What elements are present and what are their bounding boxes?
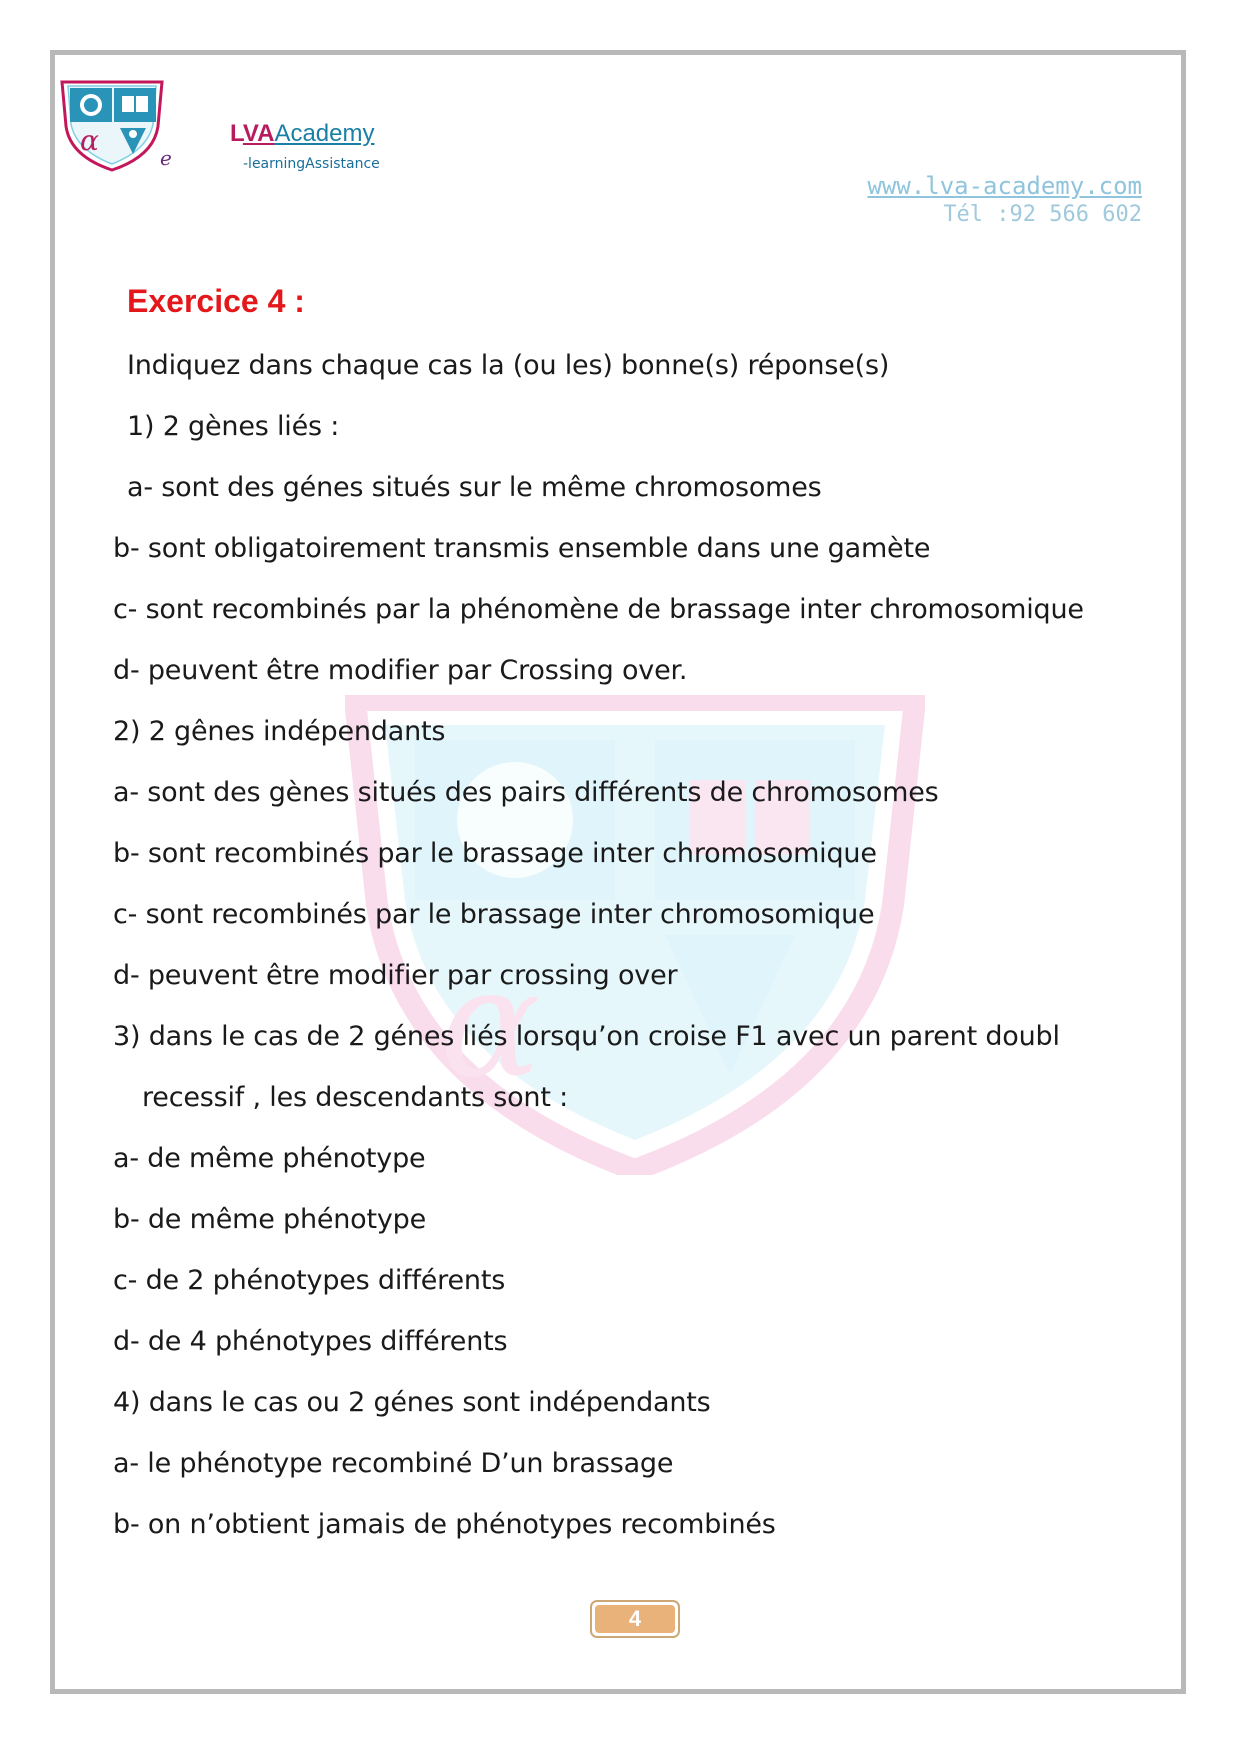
contact-block (867, 172, 1142, 227)
q1-option-a: a- sont des génes situés sur le même chromosomes (127, 472, 822, 503)
q2-option-a: a- sont des gènes situés des pairs différents de chromosomes (113, 777, 939, 808)
brand-part-l: L (230, 120, 243, 147)
question-2: 2) 2 gênes indépendants (113, 716, 446, 747)
q4-option-b: b- on n’obtient jamais de phénotypes recombinés (113, 1509, 776, 1540)
q1-option-c: c- sont recombinés par la phénomène de brassage inter chromosomique (113, 594, 1084, 625)
brand-part-academy: Academy (274, 120, 375, 147)
question-1: 1) 2 gènes liés : (127, 411, 340, 442)
exercise-title: Exercice 4 : (127, 283, 305, 319)
svg-text:α: α (440, 937, 542, 1111)
q3-option-a: a- de même phénotype (113, 1143, 426, 1174)
page-number-badge (590, 1600, 680, 1638)
svg-text:α: α (80, 124, 99, 157)
q3-option-b: b- de même phénotype (113, 1204, 427, 1235)
q4-option-a: a- le phénotype recombiné D’un brassage (113, 1448, 674, 1479)
question-3: 3) dans le cas de 2 génes liés lorsqu’on croise F1 avec un parent doubl (113, 1021, 1060, 1052)
logo-e-letter: e (160, 146, 172, 170)
instruction-text: Indiquez dans chaque cas la (ou les) bonne(s) réponse(s) (127, 350, 890, 381)
q2-option-d: d- peuvent être modifier par crossing over (113, 960, 678, 991)
q1-option-d: d- peuvent être modifier par Crossing over. (113, 655, 688, 686)
phone-number: Tél :92 566 602 (943, 202, 1142, 227)
brand-name (230, 120, 375, 148)
question-3-continued: recessif , les descendants sont : (142, 1082, 569, 1113)
page-number: 4 (595, 1605, 675, 1633)
brand-part-va: VA (242, 120, 275, 147)
q2-option-c: c- sont recombinés par le brassage inter chromosomique (113, 899, 875, 930)
q1-option-b: b- sont obligatoirement transmis ensemble dans une gamète (113, 533, 931, 564)
website-link[interactable]: www.lva-academy.com (867, 172, 1142, 200)
lva-academy-logo (58, 80, 166, 172)
q3-option-d: d- de 4 phénotypes différents (113, 1326, 508, 1357)
q2-option-b: b- sont recombinés par le brassage inter chromosomique (113, 838, 877, 869)
question-4: 4) dans le cas ou 2 génes sont indépendants (113, 1387, 711, 1418)
brand-tagline: -learningAssistance (243, 156, 380, 172)
q3-option-c: c- de 2 phénotypes différents (113, 1265, 506, 1296)
